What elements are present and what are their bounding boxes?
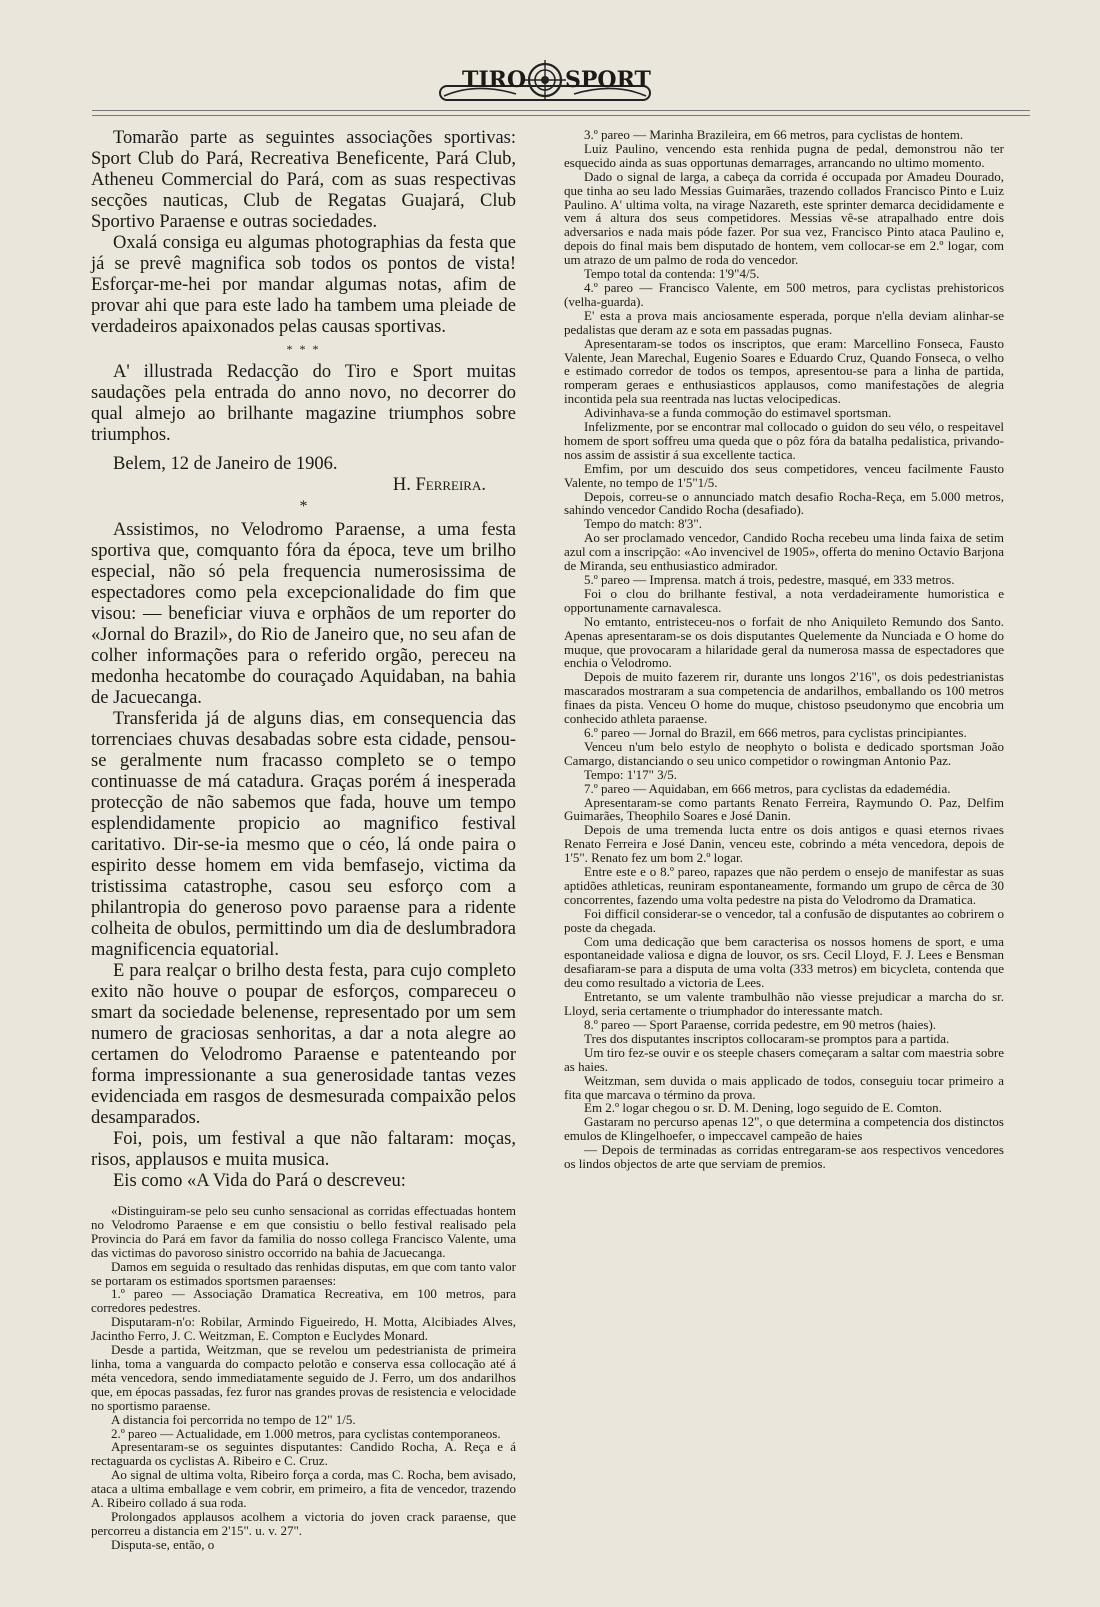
paragraph: Entre este e o 8.º pareo, rapazes que não perdem o ensejo de manifestar as suas aptidões athleticas, reuniram espontaneamente, formando um grupo de cêrca de 30 concorrentes, fazendo uma volta pedestre na pista do Velodromo da Dramatica. [564, 864, 1004, 907]
paragraph: E para realçar o brilho desta festa, para cujo completo exito não houve o poupar de esforços, compareceu o smart da sociedade belenense, representado por um sem numero de graciosas senhoritas, a dar a nota alegre ao certamen do Velodromo Paraense e patenteando por forma impressionante a sua generosidade tantas vezes evidenciada em rasgos de desmesurada compaixão pelos desamparados. [91, 961, 516, 1128]
paragraph: Tempo do match: 8'3". [584, 516, 702, 532]
header-rule [92, 110, 1030, 111]
paragraph: 2.º pareo — Actualidade, em 1.000 metros, para cyclistas contemporaneos. [111, 1425, 501, 1441]
paragraph: Com uma dedicação que bem caracterisa os nossos homens de sport, e uma espontaneidade valiosa e digna de louvor, os srs. Cecil Lloyd, F. J. Lees e Bensman desafiaram-se para a disputa de uma volta (333 metros) em bicycleta, contenda que deu como resultado a victoria de Lees. [564, 933, 1004, 991]
asterism-separator: * * * [286, 342, 321, 356]
dateline: Belem, 12 de Janeiro de 1906. [113, 454, 338, 474]
paragraph: Foi, pois, um festival a que não faltaram: moças, risos, applausos e muita musica. [91, 1129, 516, 1170]
paragraph: Apresentaram-se como partants Renato Ferreira, Raymundo O. Paz, Delfim Guimarães, Theophilo Soares e José Danin. [564, 794, 1004, 824]
paragraph: Apresentaram-se os seguintes disputantes: Candido Rocha, A. Reça e á rectaguarda os cyclistas A. Ribeiro e C. Cruz. [91, 1439, 516, 1469]
paragraph: 6.º pareo — Jornal do Brazil, em 666 metros, para cyclistas principiantes. [584, 724, 967, 740]
quoted-report [91, 1204, 516, 1552]
paragraph: Weitzman, sem duvida o mais applicado de todos, conseguiu tocar primeiro a fita que marcava o término da prova. [564, 1072, 1004, 1102]
paragraph: No emtanto, entristeceu-nos o forfait de nho Aniquileto Remundo dos Santo. Apenas apresentaram-se os dois disputantes Quelemente da Nunciada e O home do muque, que provocaram a hilaridade geral da numerosa massa de espectadores que enchia o Velodromo. [564, 613, 1004, 671]
correspondence-section [91, 128, 516, 1192]
paragraph: Em 2.º logar chegou o sr. D. M. Dening, logo seguido de E. Comton. [584, 1100, 942, 1116]
paragraph: Foi o clou do brilhante festival, a nota verdadeiramente humoristica e opportunamente carnavalesca. [564, 585, 1004, 615]
paragraph: Damos em seguida o resultado das renhidas disputas, em que com tanto valor se portaram os estimados sportsmen paraenses: [91, 1258, 516, 1288]
paragraph: E' esta a prova mais anciosamente esperada, porque n'ella deviam alinhar-se pedalistas que deram az e sota em passadas pugnas. [564, 307, 1004, 337]
paragraph: Venceu n'um belo estylo de neophyto o bolista e dedicado sportsman João Camargo, distanciando o seu unico competidor o rowingman Antonio Paz. [564, 738, 1004, 768]
paragraph: 1.º pareo — Associação Dramatica Recreativa, em 100 metros, para corredores pedestres. [91, 1286, 516, 1316]
paragraph: Depois de uma tremenda lucta entre os dois antigos e quasi eternos rivaes Renato Ferreira e José Danin, venceu este, cobrindo a méta vencedora, depois de 1'5". Renato fez um bom 2.º logar. [564, 822, 1004, 866]
paragraph: Tomarão parte as seguintes associações sportivas: Sport Club do Pará, Recreativa Beneficente, Pará Club, Atheneu Commercial do Pará, com as suas respectivas secções nauticas, Club de Regatas Guajará, Club Sportivo Paraense e outras sociedades. [91, 128, 516, 232]
paragraph: Tempo total da contenda: 1'9"4/5. [584, 266, 760, 282]
paragraph: Oxalá consiga eu algumas photographias da festa que já se prevê magnifica sob todos os pontos de vista! Esforçar-me-hei por mandar algumas notas, afim de provar ahi que para este lado ha tambem uma pleiade de verdadeiros apaixonados pelas causas sportivas. [91, 233, 516, 337]
paragraph: Tempo: 1'17" 3/5. [584, 766, 678, 782]
paragraph: 7.º pareo — Aquidaban, em 666 metros, para cyclistas da edademédia. [584, 780, 951, 796]
paragraph: 3.º pareo — Marinha Brazileira, em 66 metros, para cyclistas de hontem. [584, 127, 964, 142]
right-column [564, 128, 1004, 1171]
paragraph: A' illustrada Redacção do Tiro e Sport muitas saudações pela entrada do anno novo, no decorrer do qual almejo ao brilhante magazine triumphos sobre triumphos. [91, 362, 516, 445]
paragraph: Tres dos disputantes inscriptos collocaram-se promptos para a partida. [584, 1030, 950, 1046]
paragraph: Ao ser proclamado vencedor, Candido Rocha recebeu uma linda faixa de setim azul com a inscripção: «Ao invencivel de 1905», offerta do menino Octavio Barjona de Miranda, seu enthusiastico admirador. [564, 530, 1004, 574]
left-column [91, 128, 516, 1552]
star-separator: * [299, 498, 308, 515]
paragraph: «Distinguiram-se pelo seu cunho sensacional as corridas effectuadas hontem no Velodromo Paraense e em que consistiu o bello festival realisado pela Provincia do Pará em favor da familia do nosso collega Francisco Valente, uma das victimas do pavoroso sinistro occorrido na bahia de Jacuecanga. [91, 1203, 516, 1260]
paragraph: Disputa-se, então, o [111, 1536, 215, 1552]
paragraph: Eis como «A Vida do Pará o descreveu: [113, 1171, 406, 1191]
paragraph: — Depois de terminadas as corridas entregaram-se aos respectivos vencedores os lindos objectos de arte que serviam de premios. [564, 1142, 1004, 1172]
paragraph: Luiz Paulino, vencendo esta renhida pugna de pedal, demonstrou não ter esquecido ainda as suas opportunas demarrages, arrancando no ultimo momento. [564, 140, 1004, 170]
paragraph: Prolongados applausos acolhem a victoria do joven crack paraense, que percorreu a distancia em 2'15". u. v. 27". [91, 1508, 516, 1538]
paragraph: Apresentaram-se todos os inscriptos, que eram: Marcellino Fonseca, Fausto Valente, Jean Marechal, Eugenio Soares e Eduardo Cruz, Quando Fonseca, o velho e estimado corredor de todos os tempos, apresentou-se para a linha de partida, romperam geraes e enthusiasticos applausos, como manifestações de alegria incontida pela sua reentrada nas luctas velocipedicas. [564, 335, 1004, 407]
paragraph: Emfim, por um descuido dos seus competidores, venceu facilmente Fausto Valente, no tempo de 1'5"1/5. [564, 460, 1004, 490]
paragraph: Um tiro fez-se ouvir e os steeple chasers começaram a saltar com maestria sobre as haies. [564, 1044, 1004, 1074]
paragraph: 8.º pareo — Sport Paraense, corrida pedestre, em 90 metros (haies). [584, 1017, 937, 1032]
masthead-logo [436, 56, 654, 106]
paragraph: Transferida já de alguns dias, em consequencia das torrenciaes chuvas desabadas sobre esta cidade, pensou-se geralmente num fracasso completo se o tempo continuasse de má catadura. Graças porém á inesperada protecção de não sabemos que fada, houve um tempo esplendidamente propicio ao magnifico festival caritativo. Dir-se-ia mesmo que o céo, lá onde paira o espirito desse homem em vida bemfasejo, victima da tristissima catastrophe, casou seu esforço com a philantropia do generoso povo paraense para a ridente colheita de obulos, permittindo um dia de deslumbradora magnificencia equatorial. [91, 709, 516, 960]
paragraph: Disputaram-n'o: Robilar, Armindo Figueiredo, H. Motta, Alcibiades Alves, Jacintho Ferro, J. C. Weitzman, E. Compton e Euclydes Monard. [91, 1314, 516, 1344]
signature: H. Ferreira. [392, 475, 486, 495]
paragraph: Desde a partida, Weitzman, que se revelou um pedestrianista de primeira linha, toma a vanguarda do compacto pelotão e conserva essa collocação até á méta vencedora, sendo immediatamente seguido de J. Ferro, um dos andarilhos que, em épocas passadas, fez furor nas grandes provas de resistencia e velocidade no sportismo paraense. [91, 1342, 516, 1413]
paragraph: 5.º pareo — Imprensa. match á trois, pedestre, masqué, em 333 metros. [584, 572, 955, 587]
paragraph: A distancia foi percorrida no tempo de 12" 1/5. [111, 1411, 356, 1427]
paragraph: Gastaram no percurso apenas 12", o que determina a competencia dos distinctos emulos de Klingelhoefer, o impeccavel campeão de haies [564, 1114, 1004, 1144]
svg-text:SPORT: SPORT [565, 67, 651, 93]
paragraph: Assistimos, no Velodromo Paraense, a uma festa sportiva que, comquanto fóra da época, teve um brilho especial, não só pela frequencia numerosissima de espectadores como pela excepcionalidade do fim que visou: — beneficiar viuva e orphãos de um reporter do «Jornal do Brazil», do Rio de Janeiro que, no seu afan de colher informações para o referido orgão, pereceu na medonha hecatombe do couraçado Aquidaban, na bahia de Jacuecanga. [91, 520, 516, 708]
paragraph: Foi difficil considerar-se o vencedor, tal a confusão de disputantes ao cobrirem o poste da chegada. [564, 905, 1004, 935]
paragraph: 4.º pareo — Francisco Valente, em 500 metros, para cyclistas prehistoricos (velha-guarda). [564, 279, 1004, 309]
paragraph: Adivinhava-se a funda commoção do estimavel sportsman. [584, 405, 892, 421]
paragraph: Entretanto, se um valente trambulhão não viesse prejudicar a marcha do sr. Lloyd, seria certamente o triumphador do interessante match. [564, 989, 1004, 1019]
paragraph: Depois de muito fazerem rir, durante uns longos 2'16", os dois pedestrianistas mascarados mostraram a sua competencia de andarilhos, emballando os 100 metros finaes da pista. Venceu O home do muque, chistoso pseudonymo que encobria um conhecido athleta paraense. [564, 669, 1004, 727]
paragraph: Infelizmente, por se encontrar mal collocado o guidon do seu vélo, o respeitavel homem de sport soffreu uma queda que o pôz fóra da batalha pedalistica, privando-nos assim de assistir á sua excellente tactica. [564, 419, 1004, 462]
paragraph: Depois, correu-se o annunciado match desafio Rocha-Reça, em 5.000 metros, sahindo vencedor Candido Rocha (desafiado). [564, 488, 1004, 518]
header-rule [92, 115, 1030, 116]
paragraph: Dado o signal de larga, a cabeça da corrida é occupada por Amadeu Dourado, que tinha ao seu lado Messias Guimarães, trazendo collados Francisco Pinto e Luiz Paulino. A' ultima volta, na virage Nazareth, este sprinter demarca decididamente e vem á altura dos seus competidores. Messias vê-se atrapalhado entre dois adversarios e nada mais póde fazer. Por sua vez, Francisco Pinto ataca Paulino e, depois do final mais bem disputado de hontem, vem collocar-se em 2.º logar, com um atrazo de um palmo de roda do vencedor. [564, 168, 1004, 268]
paragraph: Ao signal de ultima volta, Ribeiro força a corda, mas C. Rocha, bem avisado, ataca a ultima emballage e vem cobrir, em primeiro, a fita de vencedor, trazendo A. Ribeiro collado á sua roda. [91, 1467, 516, 1511]
svg-text:TIRO: TIRO [462, 67, 527, 93]
